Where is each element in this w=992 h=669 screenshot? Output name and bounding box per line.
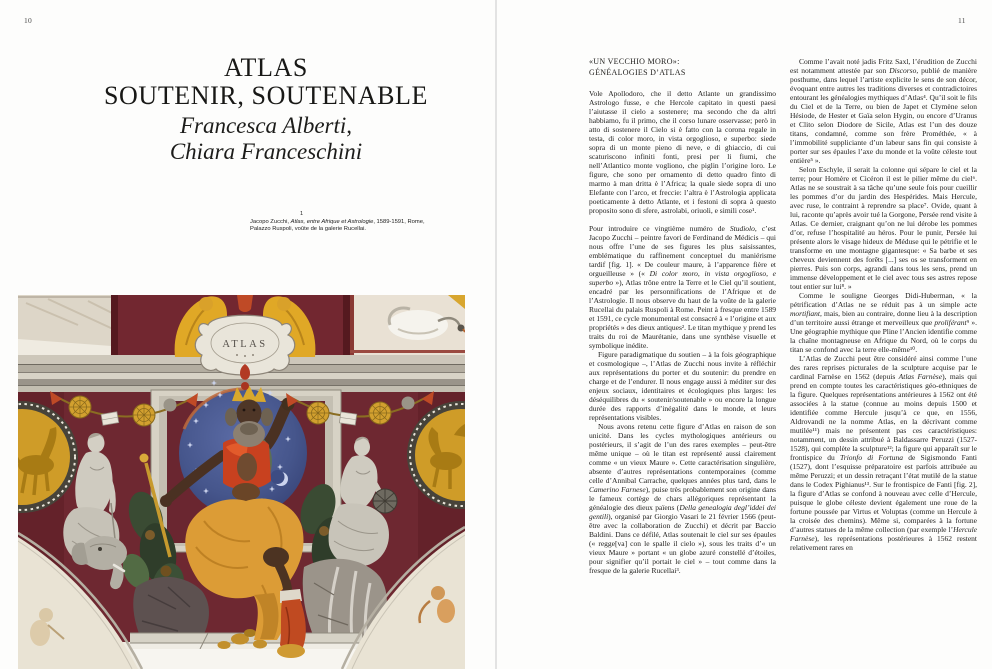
atlas-boot [277, 589, 306, 658]
figure-caption-line2: Palazzo Ruspoli, voûte de la galerie Rucellai. [250, 226, 367, 233]
swan-panel [350, 295, 465, 355]
opening-quote: Vole Apollodoro, che il detto Atlante un grandissimo Astrologo fusse, e che Hercole capitato in questi paesi l’aiutasse il cielo a sostenere; ma secondo che da altri habbiamo, fu il primo, che il corso lunare osservasse; però in atto di sostenere il Cielo si è fatto con la corona regale in testa, di color moro, in vista orgoglioso, e superbo: siede sopra di un monte pieno di neve, e di ghiaccio, di cui scaturiscono infiniti fonti, presi per li fiumi, che nell’Atlantico monte vogliono, che piglin l’origine loro. Le figure, che sono per ornamento di detto quadro finto di marmo à man dritta è l’Africa; la quale siede sopra di uno Elefante con l’arco, et freccie: l’altra è l’Astrologia applicata poeticamente à detto Atlante, et i festoni di sopra à questo proposito sono di sfere, astrolabi, oriuoli, e simili cose¹. [589, 89, 776, 215]
figure-number: 1 [300, 211, 304, 217]
article-author-line2: Chiara Franceschini [169, 139, 363, 164]
page-gutter [495, 0, 497, 669]
page-number-left: 10 [24, 16, 33, 25]
fresco-plaque-label: ATLAS [222, 339, 268, 350]
fresco-figure [18, 295, 465, 669]
section-heading-line1: «UN VECCHIO MORO»: [589, 57, 680, 66]
paragraph: Comme le souligne Georges Didi-Huberman, « la pétrification d’Atlas ne se réduit pas à un simple acte mortifiant, mais, bien au contraire, donne lieu à la description d’un territoire aussi étrange et merveilleux que proliférant⁹ ». Une géographie mythique que Pline l’Ancien identifie comme la chaîne montagneuse en Afrique du Nord, où le corps du titan se confond avec la terre elle-même¹⁰. [790, 291, 977, 354]
fresco-image [18, 295, 465, 669]
article-title-line1: ATLAS [224, 53, 308, 82]
atlas-crown [232, 385, 266, 402]
column2-paragraphs [790, 57, 977, 552]
article-title-block [36, 54, 496, 165]
page-number-right: 11 [958, 16, 966, 25]
article-title-line2: SOUTENIR, SOUTENABLE [104, 81, 428, 110]
armillary-sphere [373, 489, 397, 513]
paragraph: L’Atlas de Zucchi peut être considéré ainsi comme l’une des rares reprises picturales de la sculpture acquise par le cardinal Farnèse en 1562 (depuis Atlas Farnèse), mais qui prend en compte toutes les caractéristiques géo-ethniques de la figure. Quelques représentations antérieures à 1562 ont été associées à la statue (connue au moins depuis 1500 et identifiée comme Hercule jusqu’à ce que, en 1556, Aldrovandi ne la nomme Atlas, en la décrivant comme mutilée¹¹) mais ne présentent pas ces caractéristiques: notamment, un dessin attribué à Baldassarre Peruzzi (1527-1528), qui complète la sculpture¹²; la figure qui apparaît sur le frontispice du Trionfo di Fortuna de Sigismondo Fanti (1527), dont l’esquisse préparatoire est parfois attribuée au même Peruzzi; et un dessin retraçant l’état mutilé de la statue dans le Codex Pighianus¹³. Sur le frontispice de Fanti [fig. 2], la figure d’Atlas se confond à nouveau avec celle d’Hercule, puisque le globe céleste devient également une roue de la fortune poussée par Virtus et Voluptas (comme un Hercule à la croisée des chemins). Même si, comparées à la fortune d’autres statues de la même collection (par exemple l’Hercule Farnèse), les représentations postérieures à 1562 restent relativement rares en [790, 354, 977, 552]
paragraph: Comme l’avait noté jadis Fritz Saxl, l’érudition de Zucchi est notamment attestée par son Discorso, publié de manière posthume, dans lequel l’artiste explicite le sens de son décor, évoquant entre autres les traditions diverses et contradictoires entourant les généalogies mythiques d’Atlas⁴. Qu’il soit le fils du Ciel et de la Terre, ou bien de Japet et Clymène selon Hésiode, de Hester et Gaïa selon Hygin, ou encore d’Uranus et Clito selon Diodore de Sicile, Atlas est l’un des douze titans, condamné, comme son frère Prométhée, « à l’immobilité suppliciante d’un labeur sans fin qui consiste à porter sur ses épaules l’axe du monde et la voûte céleste tout entière⁵ ». [790, 57, 977, 165]
section-heading [589, 57, 776, 78]
figure-caption [250, 211, 470, 234]
text-column-2 [790, 57, 977, 669]
text-column-1 [589, 57, 776, 669]
paragraph: Figure paradigmatique du soutien – à la fois géographique et cosmologique –, l’Atlas de Zucchi nous invite à réfléchir aux représentations du porter et du soutenir: du prendre en charge et de l’endurer. Il nous engage aussi à méditer sur des enjeux sociaux, identitaires et écologiques plus larges: les déséquilibres du « soutenir/soutenable » ou encore la longue durée des rapports d’inégalité dans le monde, et leurs représentations visibles. [589, 350, 776, 422]
red-ribbon-top [237, 295, 253, 312]
paragraph: Nous avons retenu cette figure d’Atlas en raison de son unicité. Dans les cycles mythologiques antérieurs ou postérieurs, il s’agit de l’un des rares exemples – peut-être même unique – où le titan est représenté aussi clairement comme « un vieux Maure ». Cette caractérisation singulière, absente d’autres représentations contemporaines (comme celle d’Annibal Carrache, quelques années plus tard, dans le Camerino Farnese), puise très probablement son origine dans le fameux cortège de chars allégoriques représentant la généalogie des dieux païens (Della genealogia degl’iddei dei gentili), organisé par Giorgio Vasari le 21 février 1566 (peut-être avec la collaboration de Zucchi) et décrit par Baccio Baldini. Dans ce défilé, Atlas soutenait le ciel sur ses épaules (« regge[va] con le spalle il cielo »), sous les traits d’« un vieux Maure » portant « un globe azuré constellé d’étoiles, pour signifier qu’il portait le ciel » – tout comme dans la fresque de la galerie Rucellai³. [589, 422, 776, 575]
paragraph: Pour introduire ce vingtième numéro de Studiolo, c’est Jacopo Zucchi – peintre favori de Ferdinand de Médicis – qui nous offre l’une de ses figures les plus saisissantes, emblématique du raffinement conceptuel du maniérisme tardif [fig. 1]. « De couleur maure, à l’apparence fière et orgueilleuse » (« Di color moro, in vista orgoglioso, e superbo »), Atlas trône entre la Terre et le Ciel qu’il soutient, encadré par les personnifications de l’Afrique et de l’Astrologie. Il nous observe du haut de la voûte de la galerie Rucellai du palais Ruspoli à Rome. Peint à fresque entre 1589 et 1591, ce cycle monumental est consacré à « l’origine et aux propriétés » des dieux antiques². Le titan mythique y prend les traits du roi de Maurétanie, dans une synthèse visuelle et symbolique inédite. [589, 224, 776, 350]
paragraph: Selon Eschyle, il serait la colonne qui sépare le ciel et la terre; pour Homère et Cicéron il est le pilier même du ciel⁶. Atlas ne se soustrait à sa tâche qu’une seule fois pour cueillir les pommes d’or du jardin des Hespérides. Mais Hercule, avec ruse, le contraint à reprendre sa place⁷. Ovide, quant à lui, raconte qu’après avoir tué la Gorgone, Persée rend visite à Atlas. Ce dernier, craignant qu’on ne lui dérobe les pommes d’or, refuse l’hospitalité au héros. Pour le punir, Persée lui présente alors le visage hideux de Méduse qui le pétrifie et le transforme en une montagne gigantesque: « Sa barbe et ses cheveux deviennent des forêts [...] ses os se transforment en pierres. Puis son corps, agrandi dans tous les sens, prend un immense développement et le ciel avec tous ses astres repose tout entier sur lui⁸. » [790, 165, 977, 291]
column1-paragraphs [589, 224, 776, 575]
figure-caption-line1: Jacopo Zucchi, Atlas, entre Afrique et Astrologie, 1589-1591, Rome, [250, 219, 425, 226]
section-heading-line2: GÉNÉALOGIES D’ATLAS [589, 67, 686, 77]
article-author-line1: Francesca Alberti, [179, 113, 353, 138]
